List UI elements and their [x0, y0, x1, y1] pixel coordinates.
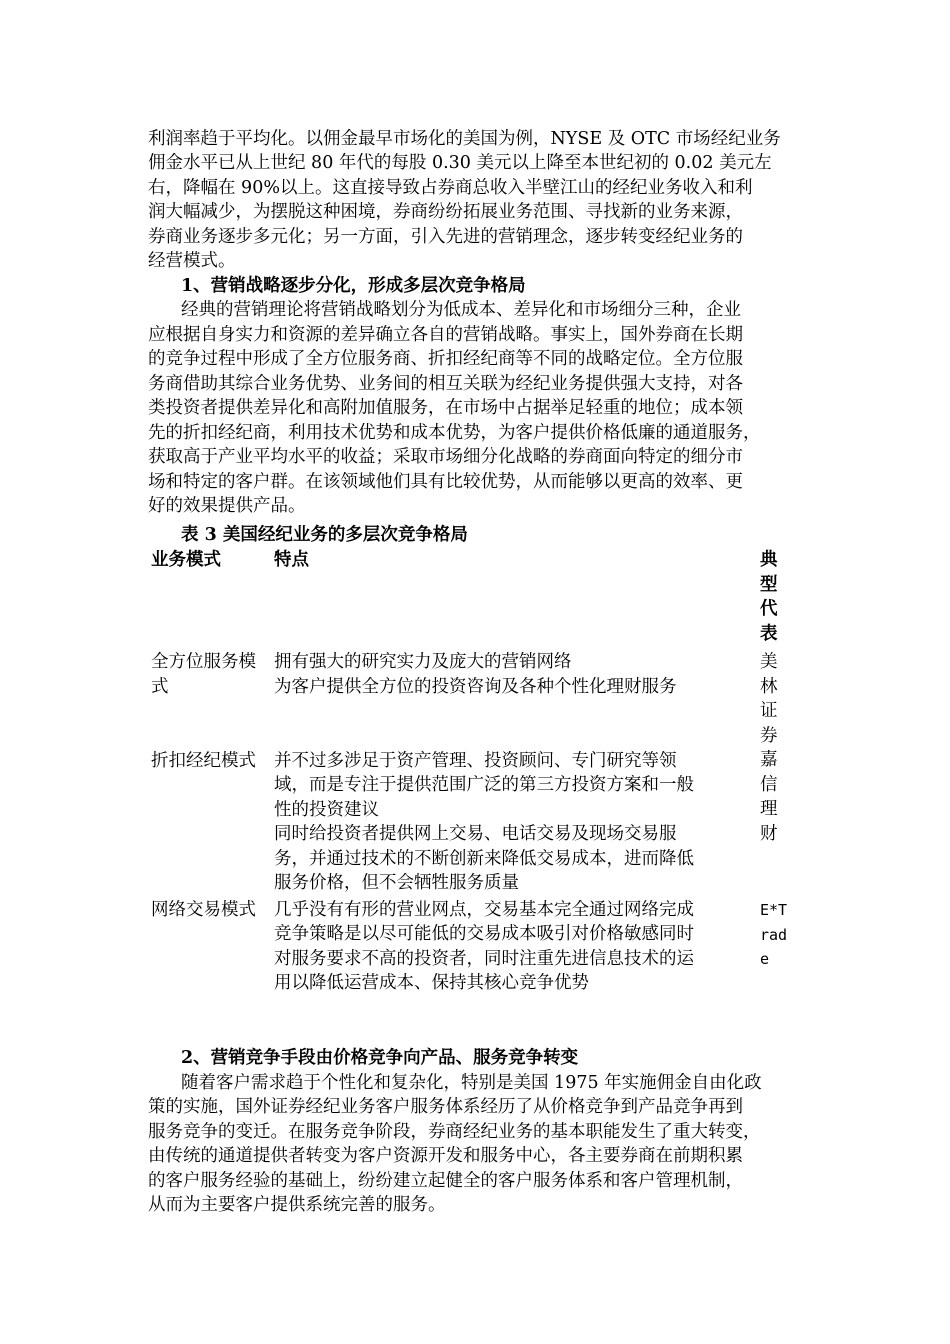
row2-feature: 务，并通过技术的不断创新来降低交易成本，进而降低 [274, 849, 694, 869]
header-mode: 业务模式 [151, 550, 221, 570]
rep-char: 嘉 [760, 750, 778, 770]
representative-col-2 [760, 898, 800, 972]
rep-char: 美 [760, 652, 778, 672]
row2-feature: 服务价格，但不会牺牲服务质量 [274, 873, 519, 893]
row2-feature: 并不过多涉足于资产管理、投资顾问、专门研究等领 [274, 751, 677, 771]
text-line: 场和特定的客户群。在该领域他们具有比较优势，从而能够以更高的效率、更 [148, 472, 743, 492]
text-line: 好的效果提供产品。 [148, 496, 306, 516]
rep-char: 财 [760, 823, 778, 844]
row2-feature: 同时给投资者提供网上交易、电话交易及现场交易服 [274, 824, 677, 844]
text-line: 策的实施，国外证券经纪业务客户服务体系经历了从价格竞争到产品竞争再到 [148, 1097, 743, 1117]
text-line: 利润率趋于平均化。以佣金最早市场化的美国为例，NYSE 及 OTC 市场经纪业务 [148, 129, 781, 149]
row1-mode: 式 [151, 677, 169, 697]
header-char: 型 [760, 574, 778, 595]
text-line: 右，降幅在 90%以上。这直接导致占券商总收入半壁江山的经纪业务收入和利 [148, 178, 753, 198]
row2-feature: 性的投资建议 [274, 800, 379, 820]
rep-char: 证 [760, 701, 778, 721]
text-line: 获取高于产业平均水平的收益；采取市场细分化战略的券商面向特定的细分市 [148, 447, 743, 467]
text-line: 的竞争过程中形成了全方位服务商、折扣经纪商等不同的战略定位。全方位服 [148, 349, 743, 369]
header-char: 表 [760, 623, 778, 644]
header-char: 代 [760, 599, 778, 619]
rep-char: 信 [760, 774, 778, 795]
rep-fragment: rad [760, 925, 788, 944]
text-line: 润大幅减少，为摆脱这种困境，券商纷纷拓展业务范围、寻找新的业务来源， [148, 202, 743, 222]
text-line: 券商业务逐步多元化；另一方面，引入先进的营销理念，逐步转变经纪业务的 [148, 227, 743, 247]
text-line: 随着客户需求趋于个性化和复杂化，特别是美国 1975 年实施佣金自由化政 [181, 1073, 762, 1093]
section-heading-2: 2、营销竞争手段由价格竞争向产品、服务竞争转变 [181, 1048, 579, 1068]
rep-fragment: E*T [760, 901, 788, 919]
text-line: 服务竞争的变迁。在服务竞争阶段，券商经纪业务的基本职能发生了重大转变， [148, 1122, 761, 1142]
text-line: 由传统的通道提供者转变为客户资源开发和服务中心，各主要券商在前期积累 [148, 1146, 743, 1166]
text-line: 经营模式。 [148, 251, 236, 271]
row1-feature: 拥有强大的研究实力及庞大的营销网络 [274, 652, 572, 672]
text-line: 先的折扣经纪商，利用技术优势和成本优势，为客户提供价格低廉的通道服务， [148, 423, 761, 443]
row3-feature: 用以降低运营成本、保持其核心竞争优势 [274, 973, 589, 993]
row3-mode: 网络交易模式 [151, 900, 256, 920]
row2-mode: 折扣经纪模式 [151, 751, 256, 771]
header-representative [760, 548, 784, 646]
text-line: 的客户服务经验的基础上，纷纷建立起健全的客户服务体系和客户管理机制， [148, 1171, 743, 1191]
rep-char: 理 [760, 799, 778, 819]
section-heading-1: 1、营销战略逐步分化，形成多层次竞争格局 [181, 276, 526, 296]
row1-feature: 为客户提供全方位的投资咨询及各种个性化理财服务 [274, 677, 677, 697]
row2-feature: 域，而是专注于提供范围广泛的第三方投资方案和一般 [274, 775, 694, 795]
header-feature: 特点 [274, 550, 309, 570]
representative-col-1 [760, 650, 784, 846]
rep-fragment: e [760, 950, 770, 968]
text-line: 类投资者提供差异化和高附加值服务，在市场中占据举足轻重的地位；成本领 [148, 398, 743, 418]
text-line: 务商借助其综合业务优势、业务间的相互关联为经纪业务提供强大支持，对各 [148, 374, 743, 394]
text-line: 经典的营销理论将营销战略划分为低成本、差异化和市场细分三种，企业 [181, 300, 741, 320]
text-line: 从而为主要客户提供系统完善的服务。 [148, 1195, 446, 1215]
row3-feature: 对服务要求不高的投资者，同时注重先进信息技术的运 [274, 949, 694, 969]
row3-feature: 竞争策略是以尽可能低的交易成本吸引对价格敏感同时 [274, 924, 694, 944]
text-line: 应根据自身实力和资源的差异确立各自的营销战略。事实上，国外券商在长期 [148, 325, 743, 345]
rep-char: 券 [760, 725, 778, 746]
table-caption: 表 3 美国经纪业务的多层次竞争格局 [181, 525, 468, 545]
header-char: 典 [760, 550, 778, 570]
text-line: 佣金水平已从上世纪 80 年代的每股 0.30 美元以上降至本世纪初的 0.02 美元左 [148, 153, 772, 173]
row3-feature: 几乎没有有形的营业网点，交易基本完全通过网络完成 [274, 900, 694, 920]
rep-char: 林 [760, 676, 778, 697]
row1-mode: 全方位服务模 [151, 652, 256, 672]
